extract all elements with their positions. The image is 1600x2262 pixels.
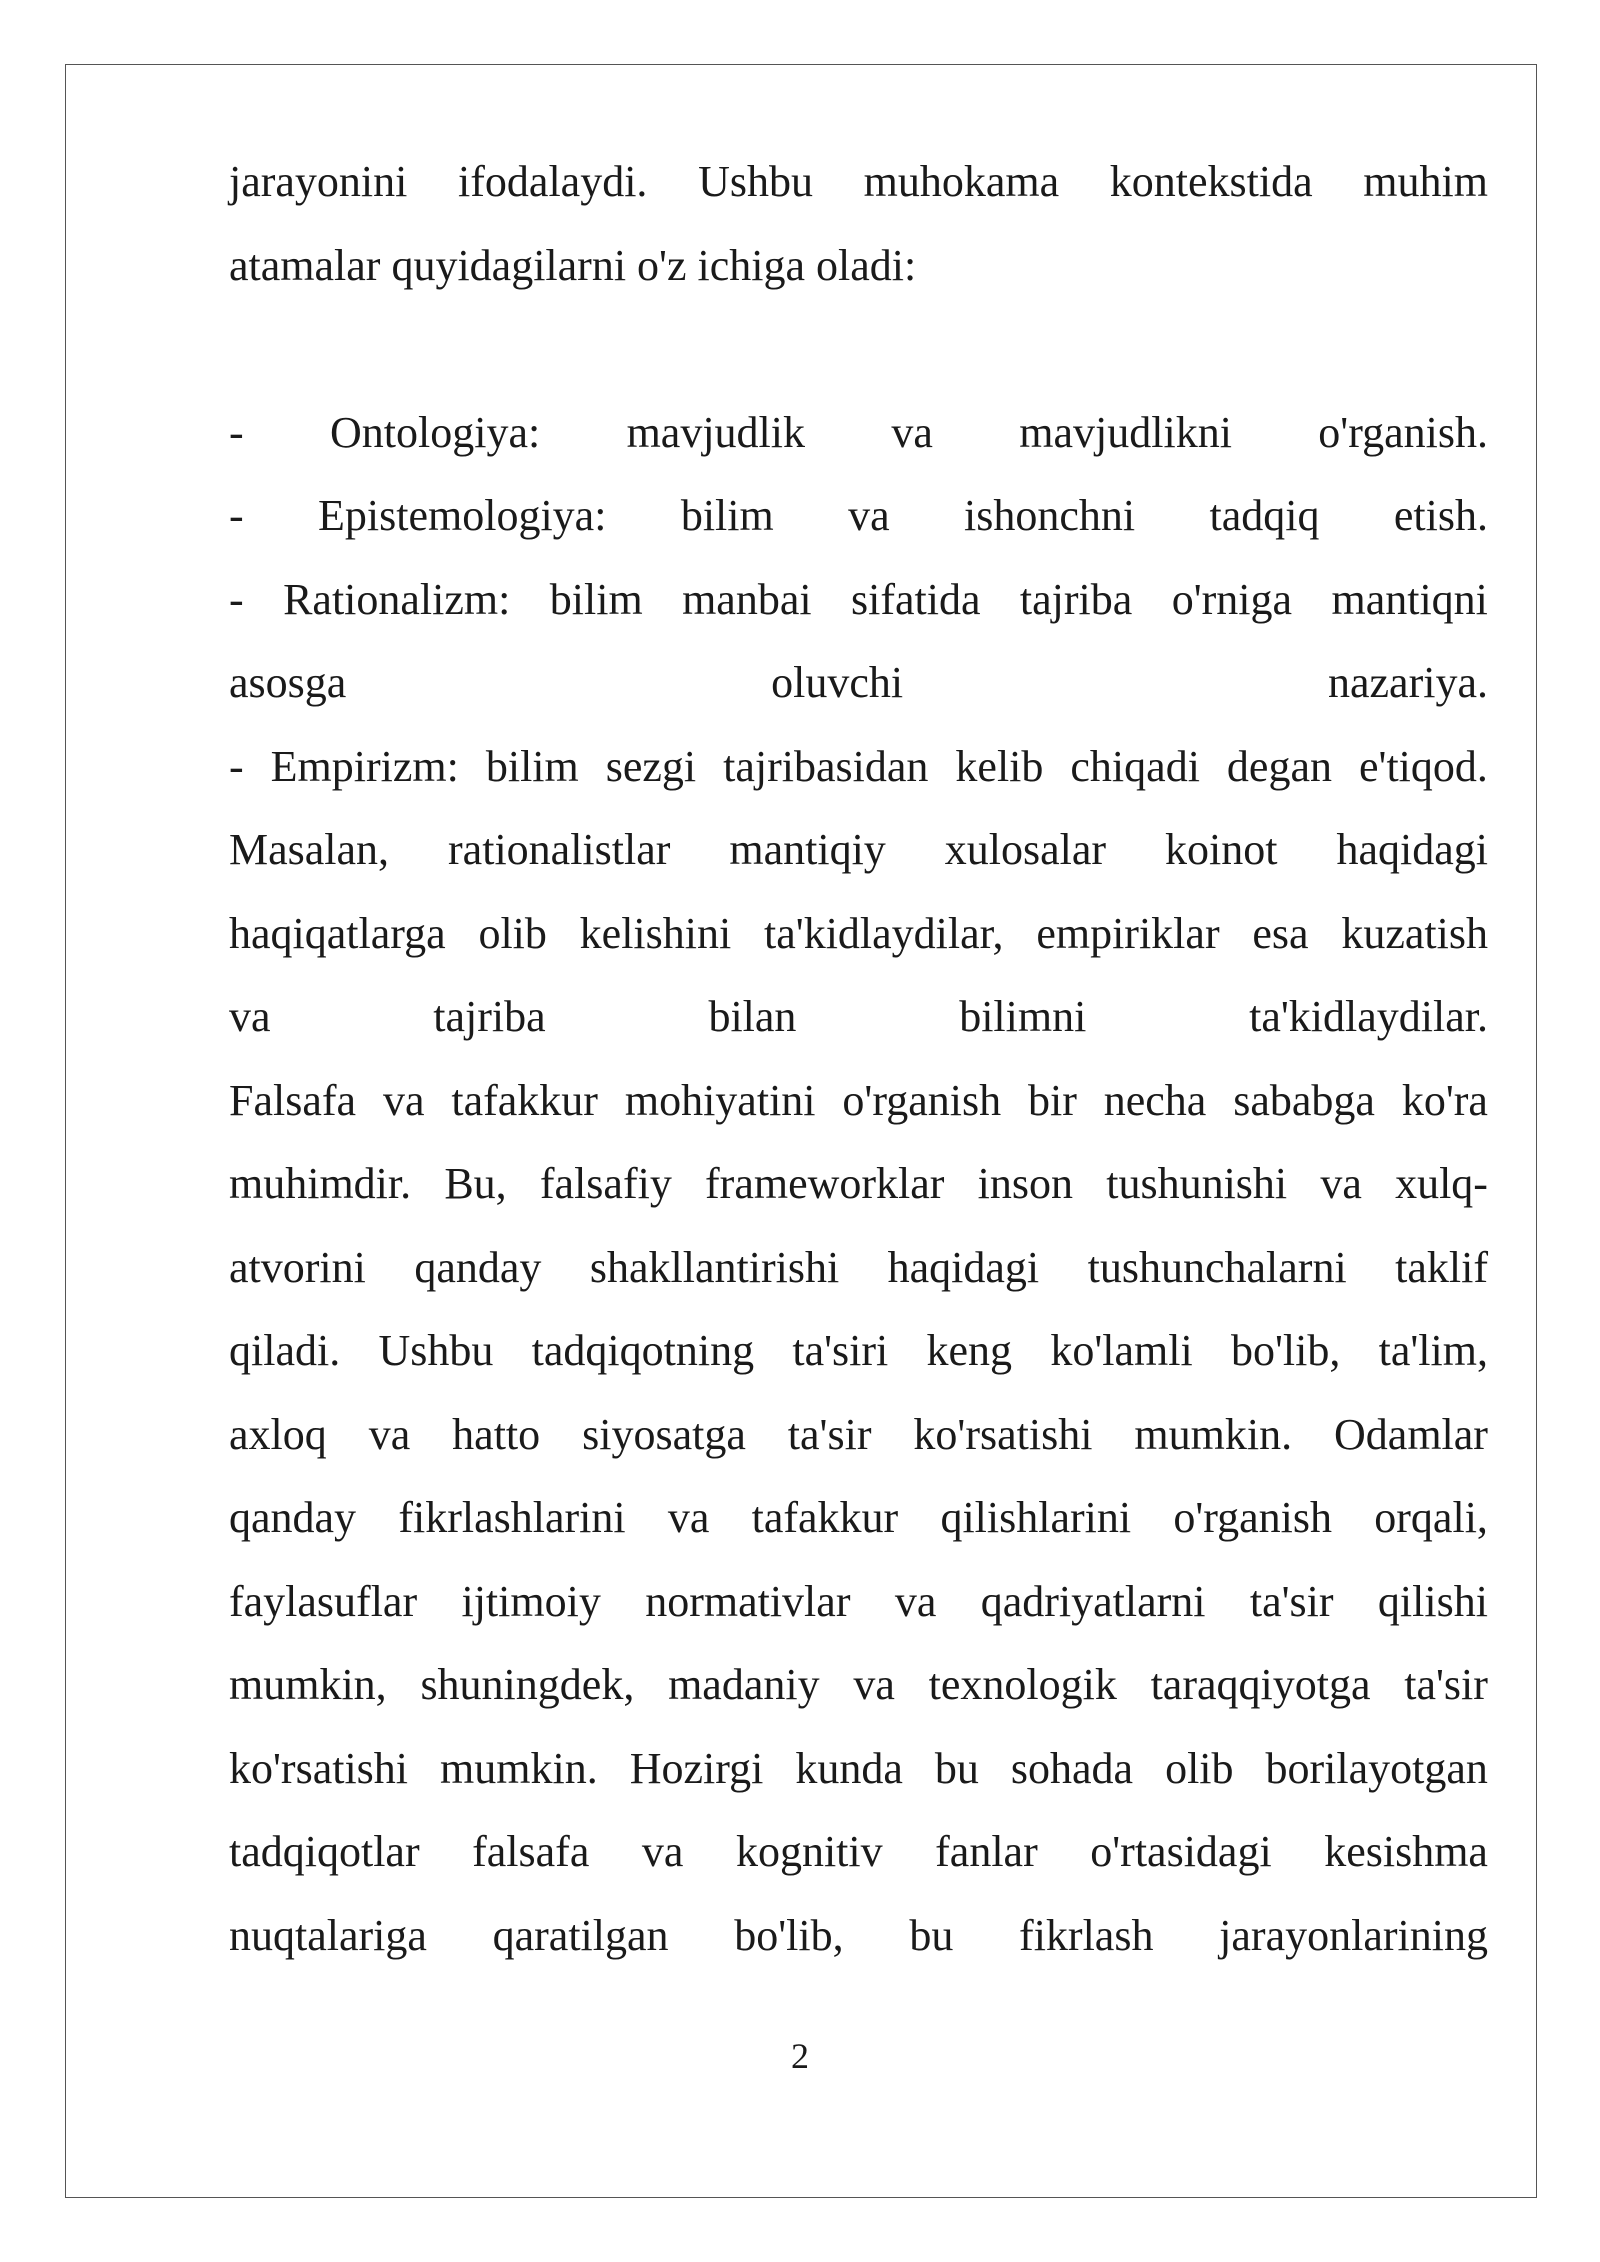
word: sifatida — [851, 574, 981, 624]
word: hatto — [452, 1409, 541, 1459]
word: mumkin. — [1134, 1409, 1293, 1459]
word: sababga — [1233, 1075, 1375, 1125]
word: frameworklar — [705, 1159, 945, 1208]
text-line — [229, 1226, 1488, 1310]
word: texnologik — [928, 1660, 1117, 1709]
word: haqidagi — [887, 1242, 1040, 1292]
text-line — [229, 1393, 1488, 1477]
word: ko'lamli — [1050, 1326, 1193, 1375]
word: ta'lim, — [1378, 1326, 1488, 1375]
word: shakllantirishi — [589, 1242, 840, 1292]
word: qaratilgan — [492, 1910, 669, 1960]
word: o'rniga — [1171, 574, 1293, 624]
word: bo'lib, — [1230, 1326, 1341, 1375]
word: ishonchni — [964, 491, 1136, 540]
word: haqidagi — [1336, 825, 1488, 874]
word: ifodalaydi. — [458, 157, 648, 206]
word: nuqtalariga — [229, 1910, 427, 1960]
word: va — [848, 491, 890, 540]
word: tushunishi — [1106, 1159, 1288, 1208]
text-line — [229, 1560, 1488, 1644]
word: muhim — [1363, 157, 1488, 206]
word: etish. — [1393, 491, 1488, 540]
word: kelishini — [579, 908, 732, 958]
word: mavjudlik — [626, 407, 806, 457]
text-line — [229, 474, 1488, 558]
text-line — [229, 892, 1488, 976]
word: tajriba — [1019, 574, 1133, 624]
word: Hozirgi — [629, 1743, 764, 1793]
word: degan — [1226, 741, 1332, 791]
word: olib — [478, 908, 547, 958]
word: empiriklar — [1036, 908, 1220, 958]
word: Bu, — [444, 1159, 507, 1208]
text-line — [229, 1142, 1488, 1226]
word: ta'siri — [792, 1326, 889, 1375]
word: necha — [1103, 1075, 1207, 1125]
word: ko'rsatishi — [913, 1409, 1093, 1459]
word: Ushbu — [698, 157, 813, 206]
word: jarayonini — [229, 157, 408, 206]
word: mantiqni — [1331, 574, 1488, 624]
word: kunda — [795, 1743, 903, 1793]
word: inson — [977, 1159, 1074, 1208]
word: falsafiy — [539, 1159, 672, 1208]
word: haqiqatlarga — [229, 908, 446, 958]
word: oluvchi — [771, 658, 904, 707]
word: faylasuflar — [229, 1576, 418, 1626]
word: kesishma — [1324, 1827, 1488, 1876]
word: bilan — [708, 992, 797, 1041]
word: fikrlash — [1019, 1910, 1154, 1960]
word: tushunchalarni — [1087, 1242, 1347, 1292]
word: ta'sir — [787, 1409, 872, 1459]
word: ijtimoiy — [461, 1576, 601, 1626]
word: ta'kidlaydilar. — [1249, 992, 1488, 1041]
word: Empirizm: — [270, 741, 459, 791]
word: bilim — [680, 491, 774, 540]
word: muhimdir. — [229, 1159, 412, 1208]
word: sezgi — [605, 741, 697, 791]
word: mumkin, — [229, 1660, 387, 1709]
word: mantiqiy — [729, 825, 886, 874]
word: fanlar — [935, 1827, 1038, 1876]
word: taklif — [1395, 1242, 1488, 1292]
text-line — [229, 1643, 1488, 1727]
word: va — [229, 992, 271, 1041]
text-line — [229, 391, 1488, 475]
text-line — [229, 1476, 1488, 1560]
text-line — [229, 725, 1488, 809]
text-line — [229, 1894, 1488, 1978]
word: qiladi. — [229, 1326, 341, 1375]
word: Ontologiya: — [330, 407, 541, 457]
word: va — [641, 1827, 684, 1876]
word: nazariya. — [1327, 658, 1488, 707]
text-line — [229, 1727, 1488, 1811]
word: - — [229, 407, 244, 457]
word: kelib — [955, 741, 1044, 791]
word: - — [229, 574, 244, 624]
word: qanday — [414, 1242, 542, 1292]
word: qanday — [229, 1493, 357, 1542]
word: siyosatga — [582, 1409, 746, 1459]
text-line: atamalar quyidagilarni o'z ichiga oladi: — [229, 240, 917, 290]
word: o'rganish — [842, 1075, 1002, 1125]
word: shuningdek, — [420, 1660, 635, 1709]
word: qilishi — [1377, 1576, 1488, 1626]
word: va — [667, 1493, 710, 1542]
word: o'rganish — [1173, 1493, 1333, 1542]
word: tafakkur — [451, 1075, 598, 1125]
text-line — [229, 641, 1488, 725]
word: va — [853, 1660, 895, 1709]
word: Falsafa — [229, 1075, 357, 1125]
word: Odamlar — [1334, 1409, 1488, 1459]
word: tajribasidan — [723, 741, 929, 791]
text-line — [229, 307, 1488, 391]
text-line — [229, 140, 1488, 224]
word: taraqqiyotga — [1150, 1660, 1371, 1709]
word: kontekstida — [1109, 157, 1313, 206]
text-line — [229, 975, 1488, 1059]
word: atvorini — [229, 1242, 366, 1292]
word: bo'lib, — [734, 1910, 844, 1960]
word: xulosalar — [944, 825, 1107, 874]
word: Rationalizm: — [283, 574, 511, 624]
word: ta'sir — [1404, 1660, 1488, 1709]
word: chiqadi — [1070, 741, 1200, 791]
word: muhokama — [863, 157, 1060, 206]
word: orqali, — [1374, 1493, 1488, 1542]
word: manbai — [682, 574, 812, 624]
word: Epistemologiya: — [318, 491, 607, 540]
text-line — [229, 558, 1488, 642]
word: madaniy — [668, 1660, 820, 1709]
word: kognitiv — [735, 1827, 883, 1876]
text-line — [229, 808, 1488, 892]
text-line — [229, 1810, 1488, 1894]
word: normativlar — [645, 1576, 851, 1626]
word: tadqiqotning — [531, 1326, 755, 1375]
word: keng — [926, 1326, 1013, 1375]
word: va — [891, 407, 933, 457]
word: asosga — [229, 658, 347, 707]
word: tadqiq — [1209, 491, 1320, 540]
word: tajriba — [433, 992, 546, 1041]
word: o'rganish. — [1318, 407, 1488, 457]
word: tafakkur — [751, 1493, 899, 1542]
word: va — [382, 1075, 425, 1125]
word: kuzatish — [1341, 908, 1488, 958]
word: va — [1320, 1159, 1362, 1208]
word: mumkin. — [440, 1743, 598, 1793]
word: Masalan, — [229, 825, 390, 874]
word: mavjudlikni — [1019, 407, 1232, 457]
word: qadriyatlarni — [980, 1576, 1206, 1626]
word: bilim — [549, 574, 643, 624]
word: Ushbu — [378, 1326, 494, 1375]
word: rationalistlar — [448, 825, 671, 874]
word: ta'kidlaydilar, — [764, 908, 1004, 958]
word: borilayotgan — [1265, 1743, 1488, 1793]
word: bilim — [485, 741, 579, 791]
word: - — [229, 741, 244, 791]
word: ko'rsatishi — [229, 1743, 409, 1793]
word: esa — [1252, 908, 1309, 958]
word: axloq — [229, 1409, 327, 1459]
word: jarayonlarining — [1219, 1910, 1488, 1960]
word: xulq- — [1395, 1159, 1488, 1208]
word: - — [229, 491, 244, 540]
word: bilimni — [959, 992, 1087, 1041]
page-number: 2 — [791, 2036, 809, 2076]
word: mohiyatini — [624, 1075, 816, 1125]
word: va — [894, 1576, 937, 1626]
word: sohada — [1010, 1743, 1134, 1793]
word: o'rtasidagi — [1090, 1827, 1272, 1876]
word: bu — [909, 1910, 954, 1960]
word: tadqiqotlar — [229, 1827, 420, 1876]
word: va — [368, 1409, 411, 1459]
word: olib — [1165, 1743, 1234, 1793]
word: falsafa — [472, 1827, 590, 1876]
word: ko'ra — [1401, 1075, 1488, 1125]
word: qilishlarini — [940, 1493, 1132, 1542]
word: ta'sir — [1249, 1576, 1334, 1626]
text-line — [229, 1059, 1488, 1143]
body-text — [229, 140, 1488, 1977]
word: fikrlashlarini — [398, 1493, 626, 1542]
word: bu — [934, 1743, 979, 1793]
text-line — [229, 1309, 1488, 1393]
word: koinot — [1165, 825, 1278, 874]
word: bir — [1027, 1075, 1077, 1125]
word: e'tiqod. — [1358, 741, 1488, 791]
